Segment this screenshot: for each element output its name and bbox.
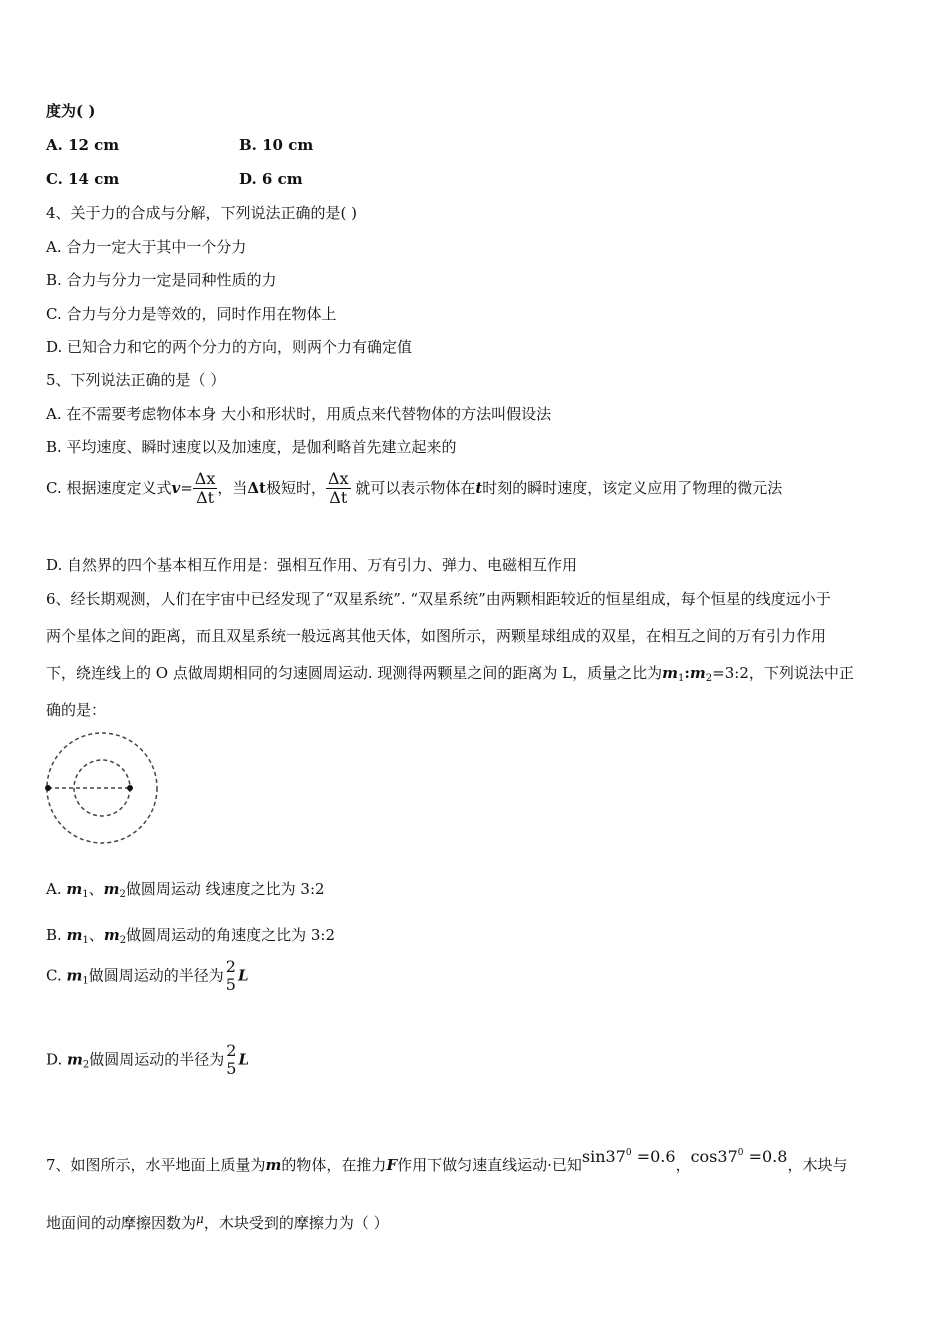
q6-line-3: [46, 664, 854, 685]
sine-expression: [582, 1147, 676, 1166]
q6-option-d: [46, 1042, 249, 1079]
comma: ，: [675, 1156, 691, 1174]
fraction-numerator: Δx: [194, 469, 216, 488]
q4-option-a: A. 合力一定大于其中一个分力: [46, 238, 247, 256]
q5-c-text-short: 极短时，: [265, 478, 326, 497]
q6-line-3-tail: =3:2，下列说法中正: [712, 664, 854, 682]
star-m2: [127, 785, 133, 791]
mass-symbol: m: [103, 880, 120, 898]
q7-text-f: ，木块受到的摩擦力为（ ）: [203, 1214, 389, 1232]
q6-line-1: 6、经长期观测，人们在宇宙中已经发现了“双星系统”. “双星系统”由两颗相距较近的恒星组成，每个恒星的线度远小于: [46, 590, 831, 608]
subscript-2: 2: [705, 673, 713, 684]
q6-option-b: [46, 926, 335, 947]
mass-symbol: m: [265, 1156, 282, 1174]
mass-symbol: m: [103, 926, 120, 944]
cosine-value: =0.8: [748, 1147, 788, 1166]
fraction-numerator: 2: [225, 957, 236, 976]
ratio-colon: :: [684, 664, 690, 682]
delta-x-over-delta-t-fraction-2: [326, 470, 351, 508]
q7-line-1: [46, 1147, 848, 1174]
q5-c-suffix: 时刻的瞬时速度，该定义应用了物理的微元法: [482, 478, 783, 497]
fraction-denominator: 5: [225, 975, 236, 995]
delta-t-symbol: Δt: [247, 478, 266, 497]
option-text: 做圆周运动 线速度之比为 3:2: [125, 880, 325, 898]
mass-symbol: m: [66, 880, 83, 898]
subscript-1: 1: [82, 889, 89, 900]
option-text: 做圆周运动的半径为: [89, 1050, 225, 1069]
q7-text-b: 的物体，在推力: [281, 1156, 387, 1174]
option-letter: B.: [46, 926, 67, 944]
delta-x-over-delta-t-fraction: [193, 470, 218, 508]
fraction-denominator: 5: [226, 1059, 237, 1079]
q5-c-text-when: ，当: [217, 478, 248, 497]
q6-option-c: [46, 958, 248, 995]
option-letter: D.: [46, 1050, 68, 1069]
sine-value: =0.6: [636, 1147, 676, 1166]
q3-option-b: B. 10 cm: [239, 136, 314, 154]
q7-line-2: [46, 1214, 389, 1232]
q3-option-c: C. 14 cm: [46, 170, 120, 188]
q4-stem: 4、关于力的合成与分解，下列说法正确的是( ): [46, 204, 358, 222]
q5-c-prefix: C. 根据速度定义式: [46, 478, 172, 497]
option-letter: C.: [46, 966, 67, 985]
subscript-1: 1: [82, 975, 89, 987]
option-text: 做圆周运动的半径为: [88, 966, 224, 985]
two-fifths-fraction: [224, 1042, 238, 1079]
q7-text-d: ，木块与: [787, 1156, 848, 1174]
fraction-denominator: Δt: [329, 488, 348, 508]
two-fifths-fraction: [224, 958, 238, 995]
q7-text-a: 7、如图所示，水平地面上质量为: [46, 1156, 266, 1174]
q7-text-c: 作用下做匀速直线运动·已知: [397, 1156, 582, 1174]
q5-c-text-represent: 就可以表示物体在: [355, 478, 476, 497]
subscript-1: 1: [82, 935, 89, 946]
equals-sign: =: [180, 478, 193, 497]
mass-symbol: m: [66, 966, 83, 985]
mass-symbol: m: [662, 664, 678, 682]
question-continuation: 度为( ): [46, 102, 96, 120]
q5-option-d: D. 自然界的四个基本相互作用是：强相互作用、万有引力、弹力、电磁相互作用: [46, 556, 578, 574]
subscript-1: 1: [677, 673, 685, 684]
separator: 、: [88, 880, 104, 898]
binary-star-diagram: [40, 726, 164, 848]
option-letter: A.: [46, 880, 67, 898]
force-symbol: F: [386, 1156, 398, 1174]
q5-stem: 5、下列说法正确的是（ ）: [46, 371, 226, 389]
q6-option-a: [46, 880, 325, 901]
q4-option-d: D. 已知合力和它的两个分力的方向，则两个力有确定值: [46, 338, 413, 356]
distance-symbol: L: [237, 966, 249, 985]
star-m1: [45, 785, 51, 791]
q6-line-4: 确的是：: [46, 701, 107, 719]
degree-superscript: 0: [737, 1148, 744, 1158]
option-text: 做圆周运动的角速度之比为 3:2: [126, 926, 335, 944]
subscript-2: 2: [119, 889, 126, 900]
q5-option-c: [46, 470, 782, 508]
q4-option-b: B. 合力与分力一定是同种性质的力: [46, 271, 277, 289]
fraction-numerator: 2: [226, 1041, 237, 1060]
mass-symbol: m: [67, 1050, 83, 1069]
fraction-denominator: Δt: [196, 488, 215, 508]
degree-superscript: 0: [625, 1148, 632, 1158]
velocity-symbol: v: [171, 478, 181, 497]
q4-option-c: C. 合力与分力是等效的，同时作用在物体上: [46, 305, 337, 323]
q6-line-2: 两个星体之间的距离，而且双星系统一般远离其他天体，如图所示，两颗星球组成的双星，在相互之间的万有引力作用: [46, 627, 827, 645]
time-symbol: t: [475, 478, 483, 497]
subscript-2: 2: [119, 935, 127, 946]
separator: 、: [88, 926, 104, 944]
q7-text-e: 地面间的动摩擦因数为: [46, 1214, 197, 1232]
subscript-2: 2: [82, 1059, 90, 1071]
mass-symbol: m: [66, 926, 83, 944]
q5-option-b: B. 平均速度、瞬时速度以及加速度，是伽利略首先建立起来的: [46, 438, 457, 456]
sine-label: sin37: [581, 1147, 626, 1166]
q3-option-a: A. 12 cm: [46, 136, 120, 154]
q3-option-d: D. 6 cm: [239, 170, 303, 188]
cosine-label: cos37: [690, 1147, 738, 1166]
q5-option-a: A. 在不需要考虑物体本身 大小和形状时，用质点来代替物体的方法叫假设法: [46, 405, 552, 423]
q6-line-3-text: 下，绕连线上的 O 点做周期相同的匀速圆周运动. 现测得两颗星之间的距离为 L，质量之比为: [46, 664, 663, 682]
fraction-numerator: Δx: [327, 469, 349, 488]
mass-symbol: m: [689, 664, 706, 682]
distance-symbol: L: [238, 1050, 250, 1069]
friction-coefficient-symbol: μ: [196, 1212, 204, 1226]
cosine-expression: [691, 1147, 788, 1166]
